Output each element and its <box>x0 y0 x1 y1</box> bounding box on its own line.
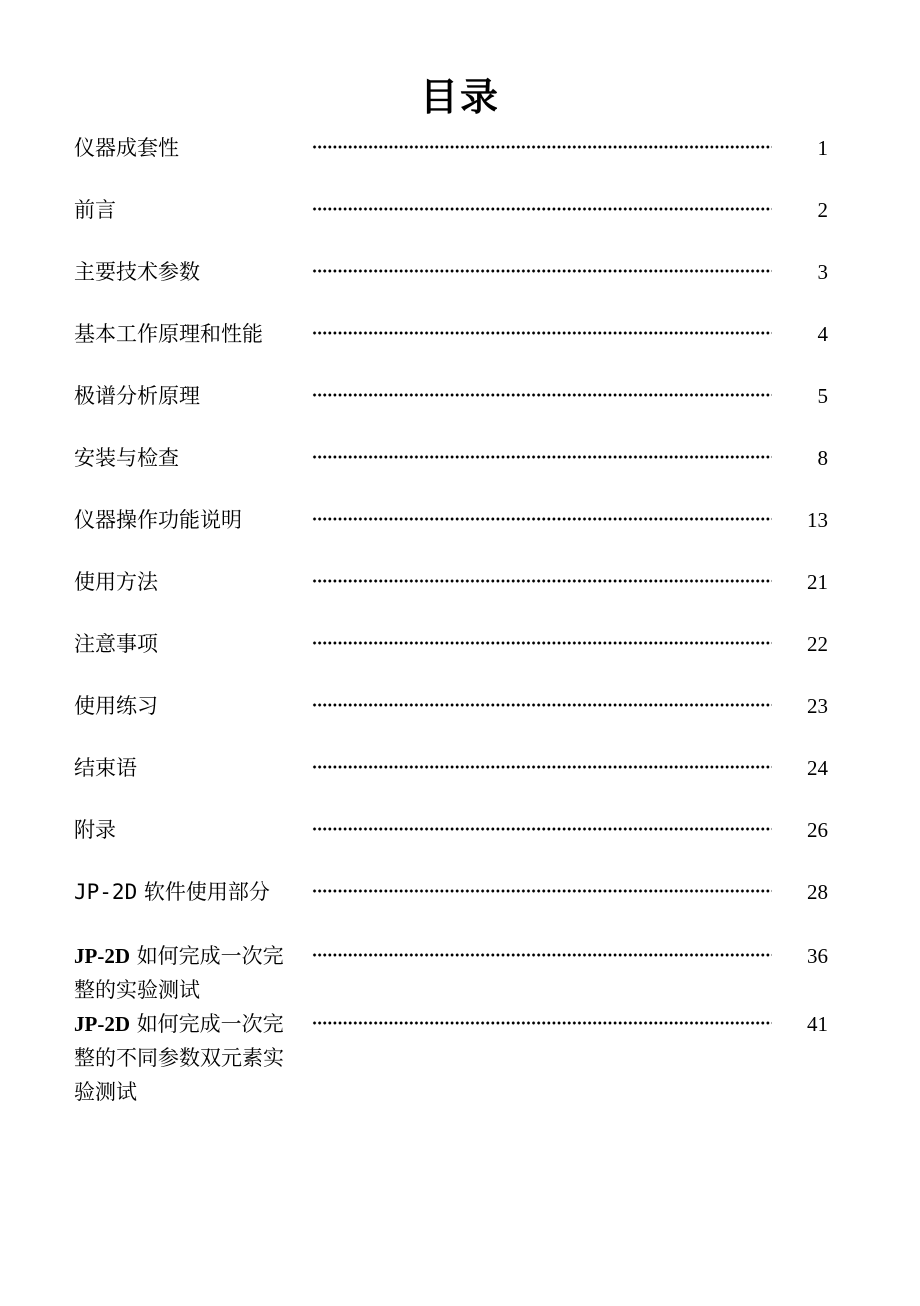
toc-entry-label: 使用方法 <box>74 570 158 594</box>
toc-entry-page: 21 <box>807 570 828 594</box>
toc-leader-dots <box>312 331 772 335</box>
toc-leader-dots <box>312 517 772 521</box>
toc-entry-page: 13 <box>807 508 828 532</box>
toc-entry-label <box>74 939 296 1007</box>
toc-entry-label <box>74 1007 296 1109</box>
toc-entry-label: 使用练习 <box>74 694 158 718</box>
toc-entry-label <box>74 875 296 909</box>
toc-leader-dots <box>312 393 772 397</box>
toc-entry-page: 5 <box>817 384 828 408</box>
toc-entry-label-prefix: JP-2D <box>74 880 138 904</box>
toc-entry-page: 23 <box>807 694 828 718</box>
toc-leader-dots <box>312 579 772 583</box>
toc-entry[interactable] <box>0 939 920 1002</box>
toc-entry-page: 28 <box>807 880 828 904</box>
toc-leader-dots <box>312 455 772 459</box>
toc-entry-label-prefix: JP-2D <box>74 1012 130 1036</box>
toc-entry-page: 8 <box>817 446 828 470</box>
toc-entry-page: 41 <box>807 1012 828 1036</box>
toc-entry-label-prefix: JP-2D <box>74 944 130 968</box>
toc-entry-page: 24 <box>807 756 828 780</box>
toc-entry-label-text: 软件使用部分 <box>143 880 270 904</box>
toc-entry[interactable] <box>0 131 920 165</box>
toc-entry[interactable] <box>0 751 920 785</box>
toc-entry-page: 36 <box>807 944 828 968</box>
toc-entry-label: 附录 <box>74 818 116 842</box>
toc-entry-page: 26 <box>807 818 828 842</box>
toc-entry-label: 极谱分析原理 <box>74 384 200 408</box>
toc-entry-label: 前言 <box>74 198 116 222</box>
toc-entry-label: 主要技术参数 <box>74 260 200 284</box>
toc-entry-page: 1 <box>817 136 828 160</box>
toc-leader-dots <box>312 765 772 769</box>
toc-entry[interactable] <box>0 565 920 599</box>
toc-entry[interactable] <box>0 813 920 847</box>
toc-entry-label: 仪器成套性 <box>74 136 179 160</box>
toc-entry[interactable] <box>0 875 920 909</box>
page-title: 目录 <box>419 75 500 119</box>
toc-entry[interactable] <box>0 689 920 723</box>
toc-entry[interactable] <box>0 1007 920 1104</box>
toc-leader-dots <box>312 641 772 645</box>
toc-leader-dots <box>312 953 772 957</box>
toc-entry[interactable] <box>0 317 920 351</box>
toc-entry[interactable] <box>0 503 920 537</box>
toc-entry-label: 安装与检查 <box>74 446 179 470</box>
toc-entry[interactable] <box>0 379 920 413</box>
toc-entry-page: 22 <box>807 632 828 656</box>
toc-entry-label: 结束语 <box>74 756 137 780</box>
toc-leader-dots <box>312 145 772 149</box>
toc-entry[interactable] <box>0 193 920 227</box>
toc-entry-page: 4 <box>817 322 828 346</box>
toc-entry-label: 基本工作原理和性能 <box>74 322 263 346</box>
toc-entry[interactable] <box>0 441 920 475</box>
toc-leader-dots <box>312 269 772 273</box>
toc-entry-page: 3 <box>817 260 828 284</box>
toc-entry-label-text: 如何完成一次完整的不同参数双元素实验测试 <box>74 1012 284 1104</box>
toc-entry-label: 注意事项 <box>74 632 158 656</box>
toc-entry-label: 仪器操作功能说明 <box>74 508 242 532</box>
toc-entry[interactable] <box>0 627 920 661</box>
toc-leader-dots <box>312 827 772 831</box>
toc-leader-dots <box>312 703 772 707</box>
toc-leader-dots <box>312 889 772 893</box>
toc-entry[interactable] <box>0 255 920 289</box>
toc-leader-dots <box>312 1021 772 1025</box>
toc-entry-label-text: 如何完成一次完整的实验测试 <box>74 944 284 1002</box>
toc-entry-page: 2 <box>817 198 828 222</box>
toc-leader-dots <box>312 207 772 211</box>
